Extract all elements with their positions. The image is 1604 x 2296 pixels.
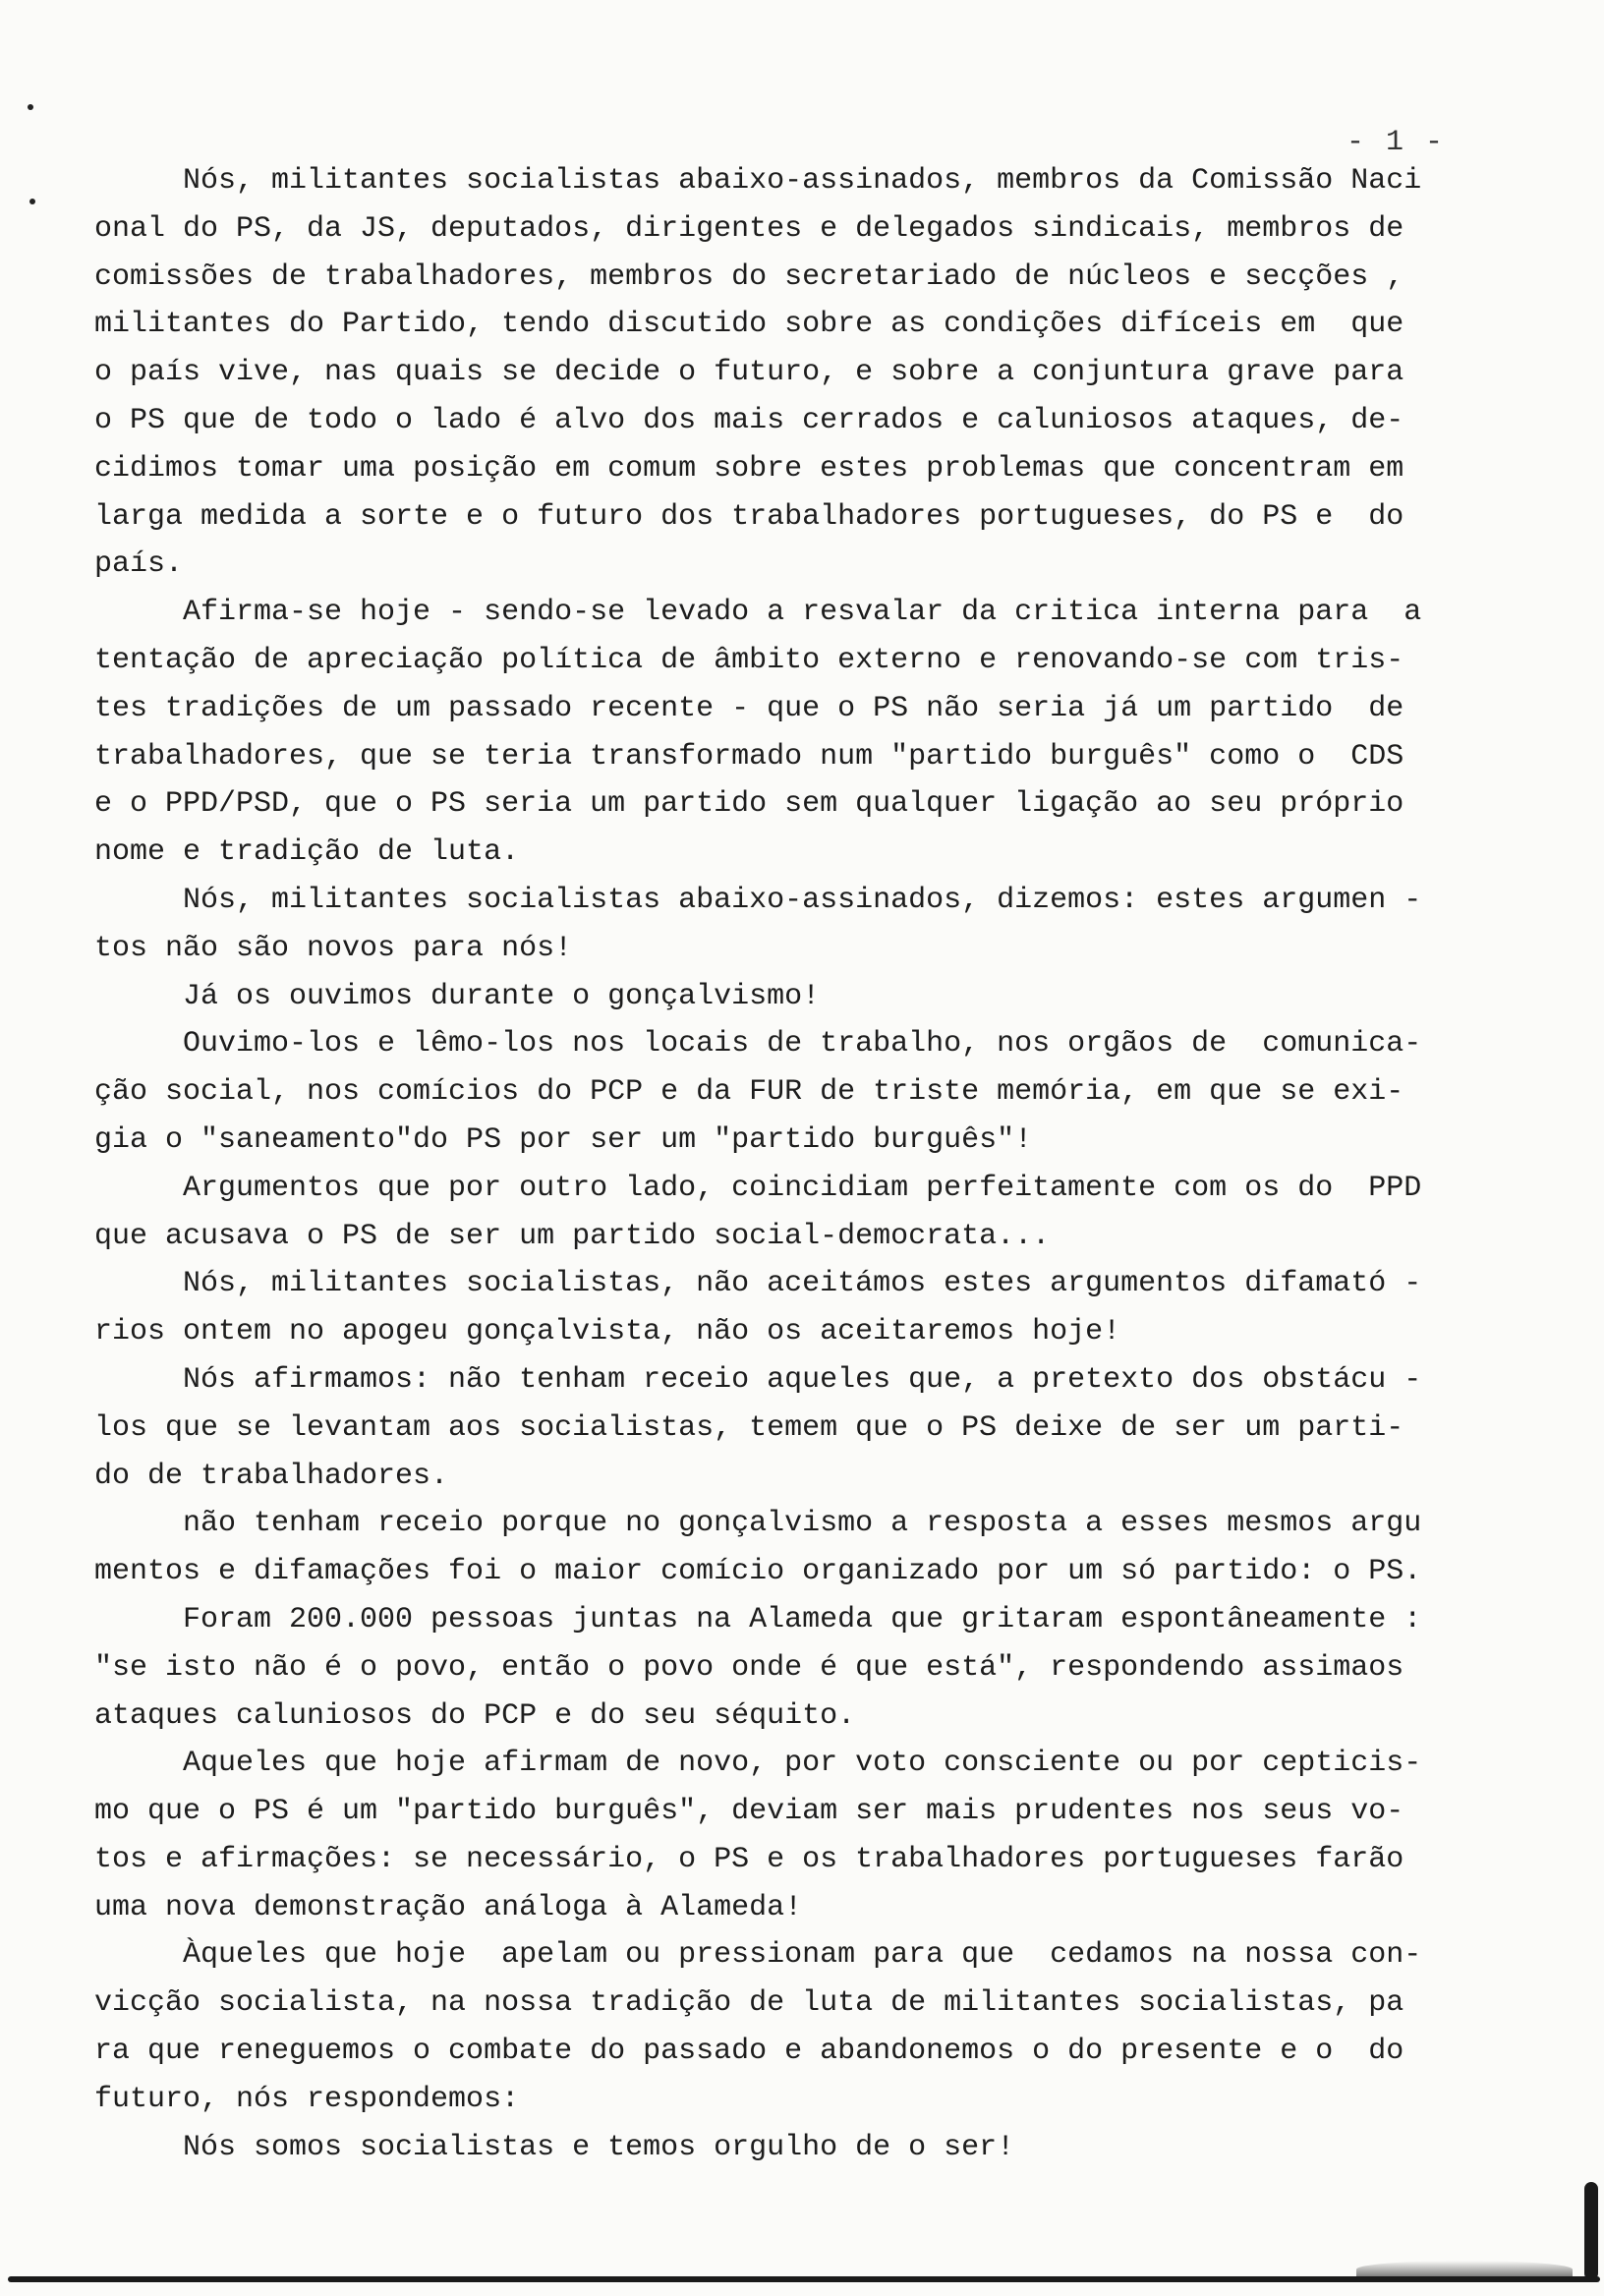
text-line: Aqueles que hoje afirmam de novo, por voto consciente ou por cepticis- xyxy=(94,1747,1422,1781)
text-line: Nós, militantes socialistas abaixo-assinados, dizemos: estes argumen - xyxy=(94,883,1422,917)
text-line: onal do PS, da JS, deputados, dirigentes e delegados sindicais, membros de xyxy=(94,211,1404,246)
text-line: futuro, nós respondemos: xyxy=(94,2082,520,2116)
text-line: militantes do Partido, tendo discutido sobre as condições difíceis em que xyxy=(94,308,1404,342)
page-number: - 1 - xyxy=(1346,126,1446,159)
text-line: ra que reneguemos o combate do passado e abandonemos o do presente e o do xyxy=(94,2035,1404,2069)
text-line: comissões de trabalhadores, membros do secretariado de núcleos e secções , xyxy=(94,259,1404,294)
margin-mark xyxy=(29,199,35,204)
text-line: mo que o PS é um "partido burguês", deviam ser mais prudentes nos seus vo- xyxy=(94,1795,1404,1829)
text-line: ataques caluniosos do PCP e do seu séquito. xyxy=(94,1698,856,1733)
text-line: Já os ouvimos durante o gonçalvismo! xyxy=(94,979,821,1013)
body-text xyxy=(94,157,1549,2171)
text-line: Nós somos socialistas e temos orgulho de o ser! xyxy=(94,2130,1015,2164)
text-line: ção social, nos comícios do PCP e da FUR de triste memória, em que se exi- xyxy=(94,1075,1404,1110)
text-line: o país vive, nas quais se decide o futuro, e sobre a conjuntura grave para xyxy=(94,356,1404,390)
margin-mark xyxy=(28,104,33,110)
bottom-edge-line xyxy=(8,2276,1600,2282)
text-line: país. xyxy=(94,547,184,582)
text-line: nome e tradição de luta. xyxy=(94,835,520,870)
text-line: tos e afirmações: se necessário, o PS e os trabalhadores portugueses farão xyxy=(94,1842,1404,1876)
text-line: cidimos tomar uma posição em comum sobre estes problemas que concentram em xyxy=(94,451,1404,486)
text-line: gia o "saneamento"do PS por ser um "partido burguês"! xyxy=(94,1122,1033,1157)
text-line: trabalhadores, que se teria transformado num "partido burguês" como o CDS xyxy=(94,739,1404,774)
text-line: Foram 200.000 pessoas juntas na Alameda que gritaram espontâneamente : xyxy=(94,1602,1422,1636)
text-line: que acusava o PS de ser um partido social-democrata... xyxy=(94,1219,1051,1253)
text-line: uma nova demonstração análoga à Alameda! xyxy=(94,1890,803,1924)
text-line: larga medida a sorte e o futuro dos trabalhadores portugueses, do PS e do xyxy=(94,499,1404,534)
text-line: Ouvimo-los e lêmo-los nos locais de trabalho, nos orgãos de comunica- xyxy=(94,1027,1422,1062)
text-line: não tenham receio porque no gonçalvismo a resposta a esses mesmos argu xyxy=(94,1507,1422,1541)
text-line: Nós, militantes socialistas, não aceitámos estes argumentos difamató - xyxy=(94,1267,1422,1301)
text-line: tes tradições de um passado recente - que o PS não seria já um partido de xyxy=(94,691,1404,725)
text-line: Nós, militantes socialistas abaixo-assinados, membros da Comissão Naci xyxy=(94,164,1422,198)
text-line: Àqueles que hoje apelam ou pressionam para que cedamos na nossa con- xyxy=(94,1938,1422,1973)
text-line: "se isto não é o povo, então o povo onde é que está", respondendo assimaos xyxy=(94,1650,1404,1685)
text-line: do de trabalhadores. xyxy=(94,1459,449,1493)
text-line: los que se levantam aos socialistas, temem que o PS deixe de ser um parti- xyxy=(94,1410,1404,1445)
corner-scan-mark xyxy=(1584,2182,1598,2280)
text-line: mentos e difamações foi o maior comício organizado por um só partido: o PS. xyxy=(94,1555,1422,1589)
text-line: Nós afirmamos: não tenham receio aqueles que, a pretexto dos obstácu - xyxy=(94,1362,1422,1397)
text-line: o PS que de todo o lado é alvo dos mais cerrados e caluniosos ataques, de- xyxy=(94,403,1404,437)
text-line: e o PPD/PSD, que o PS seria um partido sem qualquer ligação ao seu próprio xyxy=(94,787,1404,822)
text-line: Afirma-se hoje - sendo-se levado a resvalar da critica interna para a xyxy=(94,596,1422,630)
text-line: tentação de apreciação política de âmbito externo e renovando-se com tris- xyxy=(94,643,1404,677)
text-line: rios ontem no apogeu gonçalvista, não os aceitaremos hoje! xyxy=(94,1315,1121,1349)
text-line: tos não são novos para nós! xyxy=(94,931,573,965)
text-line: vicção socialista, na nossa tradição de luta de militantes socialistas, pa xyxy=(94,1986,1404,2021)
text-line: Argumentos que por outro lado, coincidiam perfeitamente com os do PPD xyxy=(94,1171,1422,1205)
